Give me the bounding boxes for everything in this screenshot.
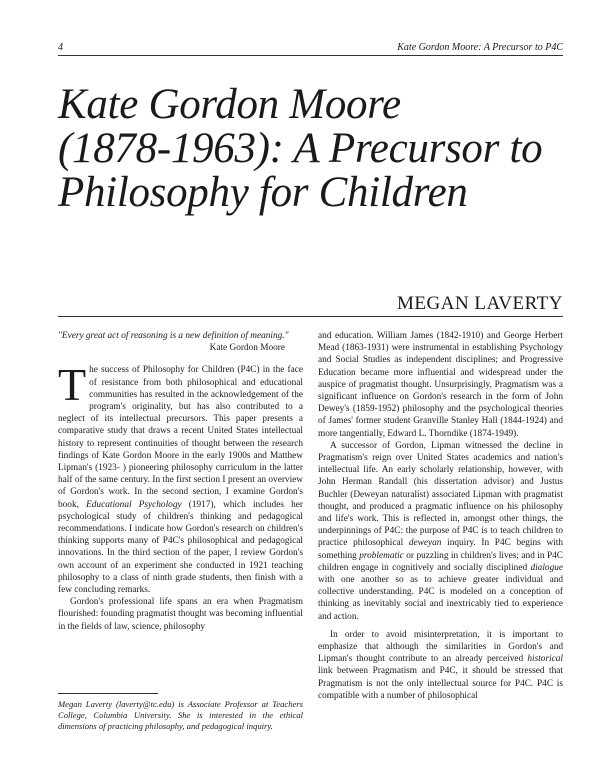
author-footnote: Megan Laverty (laverty@tc.edu) is Associate Professor at Teachers College, Columbia University. She is interested in the ethical dimensions of practicing philosophy, and pedagogical inquiry.: [58, 699, 303, 732]
right-column: [318, 330, 563, 702]
running-title: Kate Gordon Moore: A Precursor to P4C: [397, 42, 563, 53]
intro-paragraph: The success of Philosophy for Children (P4C) in the face of resistance from both philosophical and educational communities has resulted in the acknowledgement of the program's originality, but has also contributed to a neglect of its intellectual precursors. This paper presents a comparative study that draws a recent United States intellectual history to represent continuities of thought between the research findings of Kate Gordon Moore in the early 1900s and Matthew Lipman's (1923- ) pioneering philosophy curriculum in the latter half of the same century. In the first section I present an overview of Gordon's work. In the second section, I examine Gordon's book, Educational Psychology (1917), which includes her psychological study of children's thinking and pedagogical recommendations. I indicate how Gordon's research on children's thinking supports many of P4C's philosophical and pedagogical innovations. In the third section of the paper, I review Gordon's own account of an experiment she conducted in 1921 teaching philosophy to a class of ninth grade students, then finish with a few concluding remarks.: [58, 359, 304, 596]
epigraph-quote: "Every great act of reasoning is a new definition of meaning.": [58, 331, 289, 341]
author-rule: [58, 316, 563, 317]
epigraph-attribution: Kate Gordon Moore: [209, 343, 285, 354]
drop-cap: T: [58, 359, 87, 411]
left-column: [58, 330, 303, 633]
body-paragraph: In order to avoid misinterpretation, it is important to emphasize that although the similarities in Gordon's and Lipman's thought contribute to an already perceived historical link between Pragmatism and P4C, it should be stressed that Pragmatism is not the only intellectual source for P4C. P4C is compatible with a number of philosophical: [318, 629, 563, 701]
title-line-2: (1878-1963): A Precursor to: [58, 125, 543, 172]
header-rule: [58, 55, 563, 56]
body-paragraph: and education. William James (1842-1910) and George Herbert Mead (1863-1931) were instrumental in establishing Psychology and Social Studies as independent disciplines; and Progressive Education became more influential and widespread under the auspice of pragmatist thought. Unsurprisingly, Pragmatism was a significant influence on Gordon's research in the form of John Dewey's (1859-1952) philosophy and the psychological theories of James' former student Granville Stanley Hall (1844-1924) and more tangentially, Edward L. Thorndike (1874-1949).: [318, 331, 563, 439]
body-paragraph: A successor of Gordon, Lipman witnessed the decline in Pragmatism's reign over United States academics and nation's intellectual life. An early scholarly relationship, however, with John Herman Randall (his dissertation advisor) and Justus Buchler (Deweyan naturalist) associated Lipman with pragmatist thought, and produced a pragmatic influence on his philosophy and life's work. This is reflected in, amongst other things, the underpinnings of P4C: the purpose of P4C is to teach children to practice philosophical deweyan inquiry. In P4C begins with something problematic or puzzling in children's lives; and in P4C children engage in cognitively and socially disciplined dialogue with one another so as to achieve greater individual and collective understanding. P4C is modeled on a conception of thinking as inevitably social and inextricably tied to experience and action.: [318, 440, 564, 622]
title-line-3: Philosophy for Children: [58, 169, 468, 216]
author-name: MEGAN LAVERTY: [397, 293, 563, 314]
article-title: [58, 83, 568, 215]
title-line-1: Kate Gordon Moore: [58, 81, 401, 128]
book-title: Educational Psychology: [86, 499, 182, 510]
page-number: 4: [58, 42, 63, 53]
footnote-rule: [58, 693, 158, 694]
body-paragraph: Gordon's professional life spans an era when Pragmatism flourished: founding pragmatist thought was becoming influential in the fields of law, science, philosophy: [58, 597, 303, 632]
